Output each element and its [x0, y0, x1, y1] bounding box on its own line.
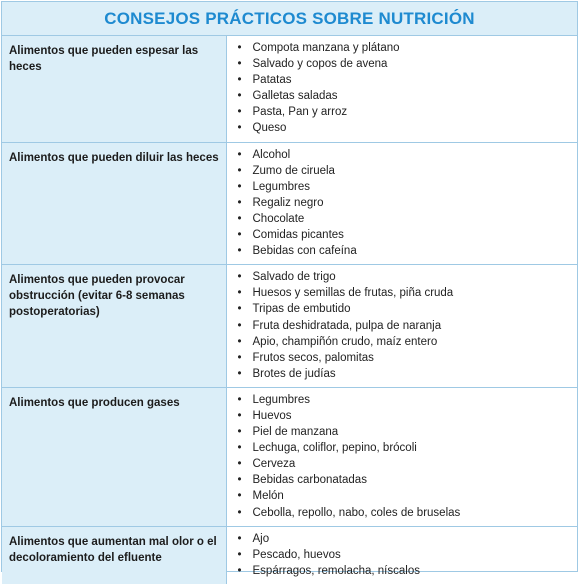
list-item-text: Comidas picantes — [252, 229, 344, 242]
list-item — [236, 366, 578, 382]
list-item-text: Brotes de judías — [252, 367, 336, 380]
list-item — [236, 301, 578, 317]
list-item — [236, 227, 578, 243]
category-cell — [2, 265, 226, 388]
bullet-icon: • — [237, 303, 242, 316]
list-item — [236, 563, 578, 579]
list-item-text: Salvado de trigo — [252, 271, 336, 284]
bullet-icon: • — [237, 319, 242, 332]
list-item — [236, 269, 578, 285]
items-cell — [226, 526, 577, 584]
bullet-icon: • — [237, 287, 242, 300]
bullet-icon: • — [237, 271, 242, 284]
bullet-icon: • — [237, 458, 242, 471]
bullet-icon: • — [237, 196, 242, 209]
bullet-icon: • — [237, 532, 242, 545]
list-item-text: Fruta deshidratada, pulpa de naranja — [252, 319, 442, 332]
list-item — [236, 88, 578, 104]
list-item — [236, 120, 578, 136]
food-list — [227, 36, 578, 142]
list-item — [236, 56, 578, 72]
list-item — [236, 195, 578, 211]
list-item-text: Salvado y copos de avena — [252, 58, 388, 71]
list-item-text: Cerveza — [252, 458, 296, 471]
list-item-text: Espárragos, remolacha, níscalos — [252, 564, 420, 577]
bullet-icon: • — [237, 409, 242, 422]
list-item-text: Alcohol — [252, 148, 291, 161]
list-item-text: Pasta, Pan y arroz — [252, 106, 348, 119]
list-item — [236, 318, 578, 334]
list-item-text: Huesos y semillas de frutas, piña cruda — [252, 287, 454, 300]
nutrition-advice-sheet — [1, 1, 578, 577]
list-item-text: Patatas — [252, 74, 292, 87]
title-bar — [2, 2, 577, 36]
bullet-icon: • — [237, 442, 242, 455]
bullet-icon: • — [237, 367, 242, 380]
nutrition-table-body — [2, 36, 577, 584]
bullet-icon: • — [237, 164, 242, 177]
list-item-text: Melón — [252, 490, 284, 503]
category-cell — [2, 142, 226, 265]
food-list — [227, 388, 578, 526]
list-item — [236, 440, 578, 456]
list-item — [236, 408, 578, 424]
list-item — [236, 147, 578, 163]
list-item-text: Zumo de ciruela — [252, 164, 335, 177]
list-item — [236, 179, 578, 195]
list-item — [236, 547, 578, 563]
list-item-text: Piel de manzana — [252, 426, 339, 439]
list-item — [236, 40, 578, 56]
list-item-text: Chocolate — [252, 212, 305, 225]
list-item-text: Apio, champiñón crudo, maíz entero — [252, 335, 438, 348]
list-item-text: Regaliz negro — [252, 196, 324, 209]
table-row — [2, 36, 577, 142]
list-item — [236, 243, 578, 259]
category-cell — [2, 526, 226, 584]
bullet-icon: • — [237, 474, 242, 487]
bullet-icon: • — [237, 42, 242, 54]
bullet-icon: • — [237, 106, 242, 119]
category-label: Alimentos que pueden provocar obstrucción (evitar 6-8 semanas postoperatorias) — [9, 274, 185, 319]
category-label: Alimentos que producen gases — [9, 396, 180, 409]
list-item-text: Cebolla, repollo, nabo, coles de bruselas — [252, 506, 461, 519]
list-item-text: Ajo — [252, 532, 270, 545]
list-item — [236, 488, 578, 504]
list-item-text: Huevos — [252, 409, 292, 422]
bullet-icon: • — [237, 229, 242, 242]
bullet-icon: • — [237, 335, 242, 348]
bullet-icon: • — [237, 180, 242, 193]
bullet-icon: • — [237, 393, 242, 406]
nutrition-table — [2, 36, 577, 584]
table-row — [2, 526, 577, 584]
bullet-icon: • — [237, 490, 242, 503]
list-item-text: Frutos secos, palomitas — [252, 351, 374, 364]
food-list — [227, 527, 578, 584]
category-cell — [2, 36, 226, 142]
items-cell — [226, 265, 577, 388]
list-item-text: Legumbres — [252, 393, 311, 406]
list-item — [236, 456, 578, 472]
list-item — [236, 211, 578, 227]
list-item — [236, 424, 578, 440]
list-item — [236, 285, 578, 301]
bullet-icon: • — [237, 245, 242, 258]
list-item — [236, 72, 578, 88]
category-label: Alimentos que aumentan mal olor o el decoloramiento del efluente — [9, 535, 217, 564]
bullet-icon: • — [237, 122, 242, 135]
list-item-text: Galletas saladas — [252, 90, 338, 103]
items-cell — [226, 36, 577, 142]
items-cell — [226, 142, 577, 265]
table-row — [2, 265, 577, 388]
list-item-text: Bebidas con cafeína — [252, 245, 357, 258]
list-item-text: Lechuga, coliflor, pepino, brócoli — [252, 442, 417, 455]
items-cell — [226, 387, 577, 526]
bullet-icon: • — [237, 506, 242, 519]
category-label: Alimentos que pueden diluir las heces — [9, 151, 219, 164]
bullet-icon: • — [237, 564, 242, 577]
list-item — [236, 392, 578, 408]
list-item-text: Tripas de embutido — [252, 303, 351, 316]
list-item — [236, 472, 578, 488]
category-cell — [2, 387, 226, 526]
bullet-icon: • — [237, 74, 242, 87]
table-row — [2, 142, 577, 265]
list-item — [236, 531, 578, 547]
category-label: Alimentos que pueden espesar las heces — [9, 45, 199, 73]
food-list — [227, 265, 578, 387]
list-item — [236, 163, 578, 179]
list-item-text: Legumbres — [252, 180, 311, 193]
list-item — [236, 334, 578, 350]
page-title: CONSEJOS PRÁCTICOS SOBRE NUTRICIÓN — [104, 8, 475, 28]
bullet-icon: • — [237, 90, 242, 103]
list-item — [236, 104, 578, 120]
bullet-icon: • — [237, 351, 242, 364]
food-list — [227, 143, 578, 265]
table-row — [2, 387, 577, 526]
bullet-icon: • — [237, 58, 242, 71]
list-item — [236, 505, 578, 521]
list-item-text: Queso — [252, 122, 287, 135]
bullet-icon: • — [237, 548, 242, 561]
list-item — [236, 350, 578, 366]
list-item-text: Pescado, huevos — [252, 548, 341, 561]
bullet-icon: • — [237, 426, 242, 439]
bullet-icon: • — [237, 212, 242, 225]
list-item-text: Compota manzana y plátano — [252, 42, 400, 54]
list-item-text: Bebidas carbonatadas — [252, 474, 367, 487]
bullet-icon: • — [237, 148, 242, 161]
